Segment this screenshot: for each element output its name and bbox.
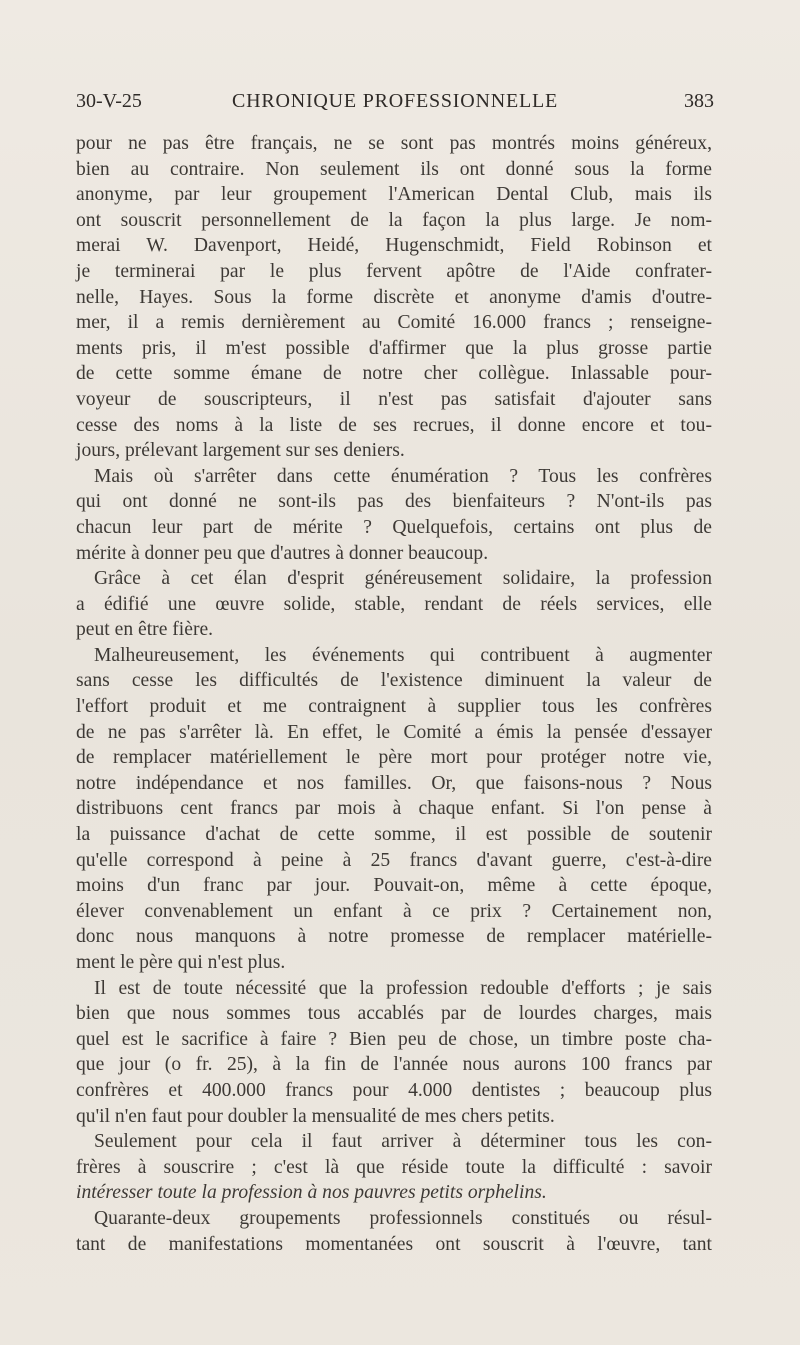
text-line: je terminerai par le plus fervent apôtre de l'Aide confrater- [76,260,712,282]
text-line: ment le père qui n'est plus. [76,952,286,973]
text-line: a édifié une œuvre solide, stable, rendant de réels services, elle [76,593,712,615]
text-line: qu'il n'en faut pour doubler la mensualité de mes chers petits. [76,1105,555,1127]
text-line: chacun leur part de mérite ? Quelquefois, certains ont plus de [76,516,712,538]
header-title: CHRONIQUE PROFESSIONNELLE [231,90,559,112]
text-line: Quarante-deux groupements professionnels constitués ou résul- [94,1207,712,1229]
text-line: ments pris, il m'est possible d'affirmer que la plus grosse partie [76,337,712,359]
text-line: mérite à donner peu que d'autres à donner beaucoup. [76,542,489,564]
text-line: que jour (o fr. 25), à la fin de l'année nous aurons 100 francs par [76,1054,712,1076]
text-line: Grâce à cet élan d'esprit généreusement solidaire, la profession [94,568,712,590]
text-line: notre indépendance et nos familles. Or, que faisons-nous ? Nous [76,772,712,794]
text-line: voyeur de souscripteurs, il n'est pas satisfait d'ajouter sans [76,388,712,410]
article-body [76,131,712,1257]
text-line: peut en être fière. [76,619,214,641]
text-line: bien au contraire. Non seulement ils ont donné sous la forme [76,158,712,180]
text-line: confrères et 400.000 francs pour 4.000 dentistes ; beaucoup plus [76,1079,712,1101]
text-line: moins d'un franc par jour. Pouvait-on, même à cette époque, [76,875,712,897]
page-number: 383 [684,90,714,112]
text-line: intéresser toute la profession à nos pauvres petits orphelins. [76,1182,547,1204]
text-line: qui ont donné ne sont-ils pas des bienfaiteurs ? N'ont-ils pas [76,491,712,513]
text-line: Mais où s'arrêter dans cette énumération ? Tous les confrères [94,465,712,487]
text-line: l'effort produit et me contraignent à supplier tous les confrères [76,696,712,718]
text-line: merai W. Davenport, Heidé, Hugenschmidt, Field Robinson et [76,235,712,257]
text-line: anonyme, par leur groupement l'American Dental Club, mais ils [76,184,712,206]
text-line: la puissance d'achat de cette somme, il est possible de soutenir [76,824,712,846]
text-line: ont souscrit personnellement de la façon la plus large. Je nom- [76,209,712,231]
text-line: de ne pas s'arrêter là. En effet, le Comité a émis la pensée d'essayer [76,721,712,743]
text-line: pour ne pas être français, ne se sont pas montrés moins généreux, [76,133,712,154]
text-line: frères à souscrire ; c'est là que réside toute la difficulté : savoir [76,1156,712,1178]
text-line: Il est de toute nécessité que la profession redouble d'efforts ; je sais [94,977,712,999]
text-line: cesse des noms à la liste de ses recrues, il donne encore et tou- [76,414,712,436]
text-line: Malheureusement, les événements qui contribuent à augmenter [94,644,712,666]
text-line: de remplacer matériellement le père mort pour protéger notre vie, [76,747,712,769]
text-line: élever convenablement un enfant à ce prix ? Certainement non, [76,900,712,922]
text-line: nelle, Hayes. Sous la forme discrète et anonyme d'amis d'outre- [76,286,712,308]
text-line: donc nous manquons à notre promesse de remplacer matérielle- [76,926,712,948]
text-line: Seulement pour cela il faut arriver à déterminer tous les con- [94,1131,712,1153]
text-line: quel est le sacrifice à faire ? Bien peu de chose, un timbre poste cha- [76,1028,712,1050]
text-line: distribuons cent francs par mois à chaque enfant. Si l'on pense à [76,798,712,820]
header-date: 30-V-25 [76,90,142,112]
text-line: sans cesse les difficultés de l'existence diminuent la valeur de [76,670,712,692]
text-line: mer, il a remis dernièrement au Comité 16.000 francs ; renseigne- [76,312,712,334]
text-line: de cette somme émane de notre cher collègue. Inlassable pour- [76,363,712,385]
running-header [76,90,714,118]
text-line: tant de manifestations momentanées ont souscrit à l'œuvre, tant [76,1233,712,1255]
text-line: qu'elle correspond à peine à 25 francs d'avant guerre, c'est-à-dire [76,849,712,871]
text-line: bien que nous sommes tous accablés par de lourdes charges, mais [76,1003,712,1025]
text-line: jours, prélevant largement sur ses deniers. [76,440,405,462]
